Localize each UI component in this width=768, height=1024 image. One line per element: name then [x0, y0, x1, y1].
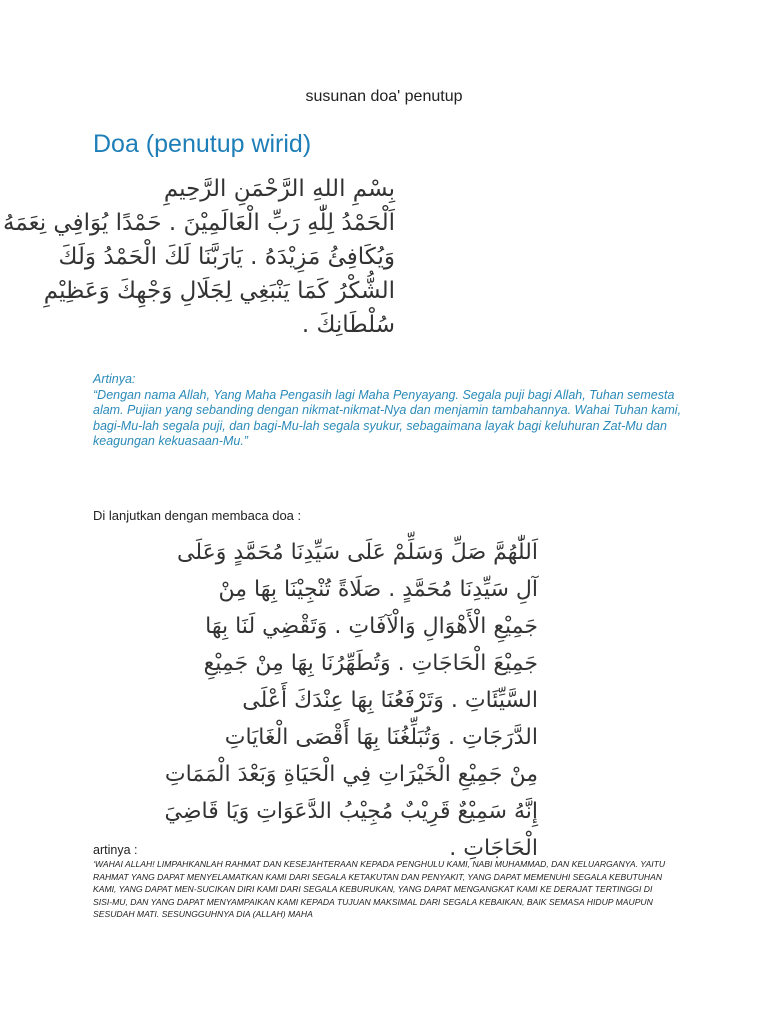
meaning-text: “Dengan nama Allah, Yang Maha Pengasih lagi Maha Penyayang. Segala puji bagi Allah, Tuhan semesta alam. Pujian yang sebanding dengan nikmat-nikmat-Nya dan menjamin tambahannya. Wahai Tuhan kami, bagi-Mu-lah segala puji, dan bagi-Mu-lah segala syukur, sebagaimana layak bagi keluhuran Zat-Mu dan keagungan kekuasaan-Mu.”: [93, 387, 682, 448]
section-heading: Doa (penutup wirid): [93, 130, 312, 158]
arabic-line: السَّيِّئَاتِ . وَتَرْفَعُنَا بِهَا عِنْدَكَ أَعْلَى: [242, 688, 538, 713]
arabic-line: سُلْطَانِكَ .: [301, 312, 395, 338]
arabic-line: الدَّرَجَاتِ . وَتُبَلِّغُنَا بِهَا أَقْصَى الْغَايَاتِ: [224, 725, 538, 750]
arabic-text-salawat-prayer: [164, 534, 538, 867]
arabic-line: جَمِيْعَ الْحَاجَاتِ . وَتُطَهِّرُنَا بِهَا مِنْ جَمِيْعِ: [203, 651, 538, 676]
arabic-line: وَيُكَافِئُ مَزِيْدَهُ . يَارَبَّنَا لَكَ الْحَمْدُ وَلَكَ: [58, 244, 395, 270]
arabic-line: جَمِيْعِ الْأَهْوَالِ وَالْآفَاتِ . وَتَقْضِي لَنَا بِهَا: [205, 614, 538, 639]
continue-instruction: Di lanjutkan dengan membaca doa :: [93, 508, 302, 523]
arabic-line: بِسْمِ اللهِ الرَّحْمَنِ الرَّحِيمِ: [163, 176, 395, 202]
arabic-line: آلِ سَيِّدِنَا مُحَمَّدٍ . صَلَاةً تُنْجِيْنَا بِهَا مِنْ: [218, 577, 538, 602]
translation-label: artinya :: [93, 843, 138, 857]
arabic-line: إِنَّهُ سَمِيْعٌ قَرِيْبٌ مُجِيْبُ الدَّعَوَاتِ وَيَا قَاضِيَ: [164, 799, 538, 824]
arabic-line: اَللّٰهُمَّ صَلِّ وَسَلِّمْ عَلَى سَيِّدِنَا مُحَمَّدٍ وَعَلَى: [177, 540, 538, 565]
arabic-line: الشُّكْرُ كَمَا يَنْبَغِي لِجَلَالِ وَجْهِكَ وَعَظِيْمِ: [43, 278, 395, 304]
meaning-paragraph: [93, 372, 688, 450]
arabic-line: الْحَاجَاتِ .: [449, 836, 538, 861]
document-title: susunan doa' penutup: [305, 88, 463, 105]
meaning-label: Artinya:: [93, 372, 136, 386]
arabic-line: مِنْ جَمِيْعِ الْخَيْرَاتِ فِي الْحَيَاةِ وَبَعْدَ الْمَمَاتِ: [164, 762, 538, 787]
arabic-line: اَلْحَمْدُ لِلّٰهِ رَبِّ الْعَالَمِيْنَ . حَمْدًا يُوَافِي نِعَمَهُ: [2, 210, 395, 236]
translation-text: ‘WAHAI ALLAH! LIMPAHKANLAH RAHMAT DAN KESEJAHTERAAN KEPADA PENGHULU KAMI, NABI MUHAMMAD, DAN KELUARGANYA. YAITU RAHMAT YANG DAPAT MENYELAMATKAN KAMI DARI SEGALA KETAKUTAN DAN PENYAKIT, YANG DAPAT MEMENUHI SEGALA KEBUTUHAN KAMI, YANG DAPAT MEN-SUCIKAN DIRI KAMI DARI SEGALA KEBURUKAN, YANG DAPAT MENGANGKAT KAMI KE DERAJAT TERTINGGI DI SISI-MU, DAN YANG DAPAT MENYAMPAIKAN KAMI KEPADA TUJUAN MAKSIMAL DARI SEGALA KEBAIKAN, BAIK SEMASA HIDUP MAUPUN SESUDAH MATI. SESUNGGUHNYA DIA (ALLAH) MAHA: [93, 859, 666, 919]
arabic-text-opening-prayer: [2, 172, 395, 342]
